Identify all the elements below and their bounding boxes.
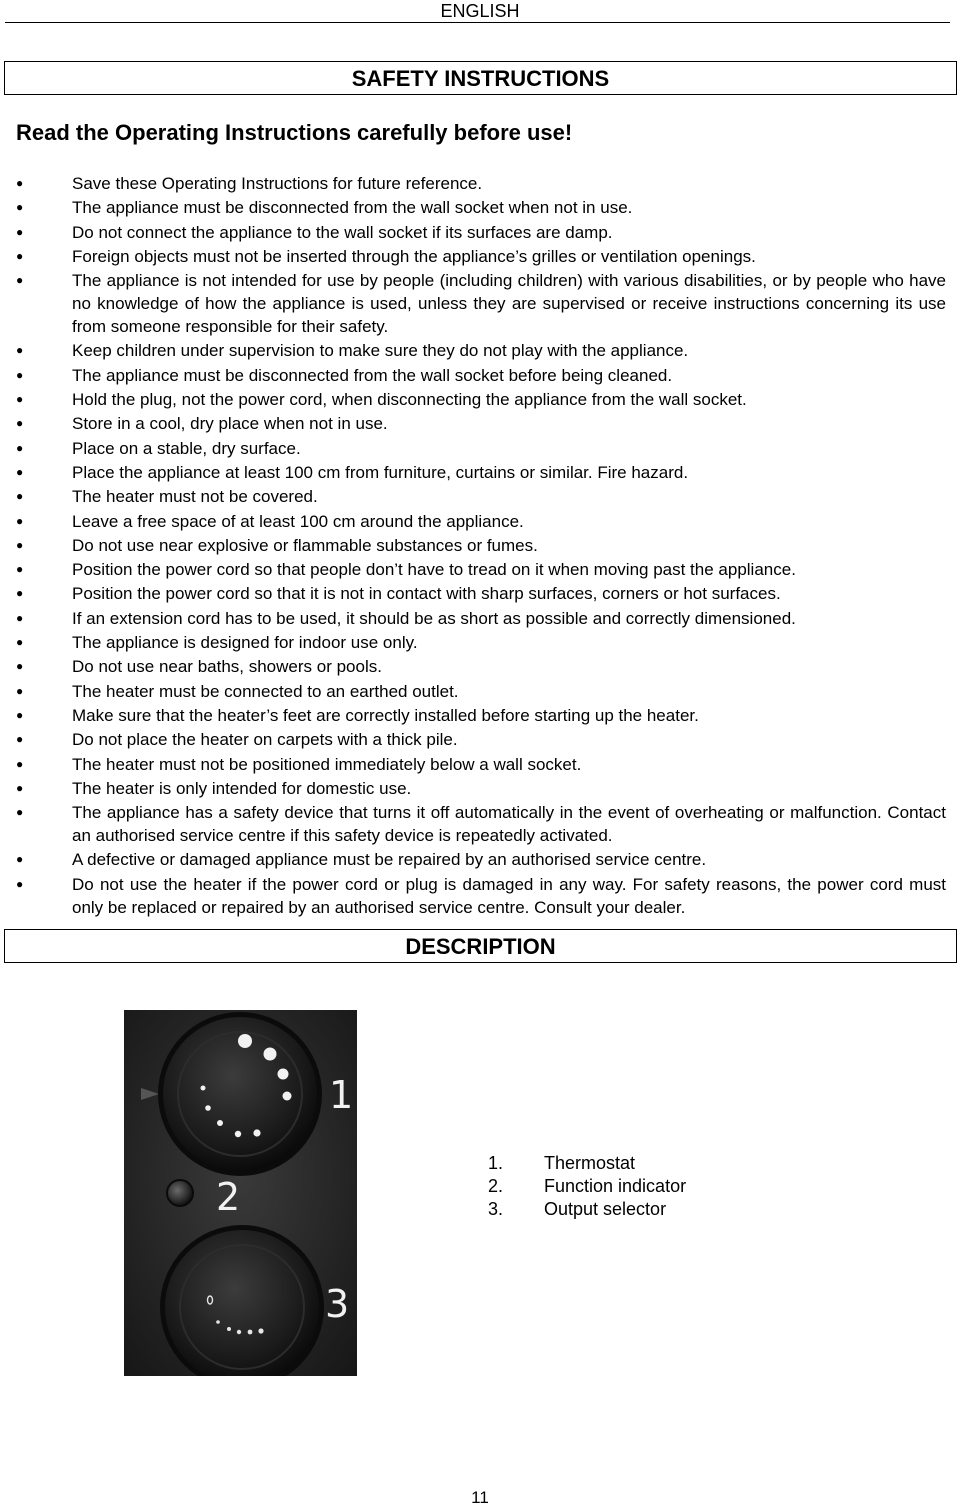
list-item bbox=[0, 607, 960, 630]
list-item-text: The heater must not be positioned immediately below a wall socket. bbox=[72, 754, 582, 774]
bullet-icon: ● bbox=[16, 683, 24, 698]
bullet-icon: ● bbox=[16, 273, 24, 288]
list-item bbox=[0, 704, 960, 727]
list-item-text: Save these Operating Instructions for future reference. bbox=[72, 174, 483, 193]
safety-list bbox=[0, 172, 960, 920]
photo-label-2: 2 bbox=[216, 1175, 241, 1219]
bullet-icon: ● bbox=[16, 416, 24, 431]
bullet-icon: ● bbox=[16, 440, 24, 455]
safety-intro: Read the Operating Instructions carefully before use! bbox=[16, 120, 573, 145]
legend-item bbox=[488, 1198, 686, 1221]
bullet-icon: ● bbox=[16, 224, 24, 239]
list-item bbox=[0, 558, 960, 581]
list-item-text: Foreign objects must not be inserted through the appliance’s grilles or ventilation openings. bbox=[72, 246, 756, 266]
bullet-icon: ● bbox=[16, 659, 24, 674]
list-item bbox=[0, 196, 960, 219]
bullet-icon: ● bbox=[16, 852, 24, 867]
list-item-text: The appliance must be disconnected from the wall socket before being cleaned. bbox=[72, 365, 673, 385]
list-item-text: A defective or damaged appliance must be repaired by an authorised service centre. bbox=[72, 850, 707, 870]
bullet-icon: ● bbox=[16, 805, 24, 820]
list-item-text: Position the power cord so that it is not in contact with sharp surfaces, corners or hot surfaces. bbox=[72, 584, 781, 604]
list-item bbox=[0, 510, 960, 533]
list-item bbox=[0, 680, 960, 703]
bullet-icon: ● bbox=[16, 200, 24, 215]
legend-label: Output selector bbox=[544, 1199, 667, 1219]
bullet-icon: ● bbox=[16, 176, 24, 190]
list-item-text: The appliance has a safety device that turns it off automatically in the event of overheating or malfunction. Contact an authorised service centre if this safety device is repeatedly activated. bbox=[72, 803, 946, 846]
list-item bbox=[0, 655, 960, 678]
legend-number: 1. bbox=[488, 1153, 504, 1173]
photo-label-3: 3 bbox=[325, 1282, 350, 1326]
legend-label: Thermostat bbox=[544, 1153, 636, 1173]
list-item-text: Keep children under supervision to make sure they do not play with the appliance. bbox=[72, 341, 689, 361]
legend-item bbox=[488, 1175, 686, 1198]
list-item-text: Store in a cool, dry place when not in use. bbox=[72, 414, 388, 434]
list-item-text: Do not use the heater if the power cord or plug is damaged in any way. For safety reasons, the power cord must only be replaced or repaired by an authorised service centre. Consult your dealer. bbox=[72, 874, 946, 917]
bullet-icon: ● bbox=[16, 392, 24, 407]
bullet-icon: ● bbox=[16, 513, 24, 528]
list-item-text: Hold the plug, not the power cord, when disconnecting the appliance from the wall socket. bbox=[72, 390, 747, 410]
list-item-text: The appliance is designed for indoor use only. bbox=[72, 633, 418, 653]
list-item bbox=[0, 339, 960, 362]
list-item-text: The appliance must be disconnected from the wall socket when not in use. bbox=[72, 198, 633, 218]
function-indicator-light bbox=[167, 1180, 193, 1206]
bullet-icon: ● bbox=[16, 586, 24, 601]
list-item-text: The heater must be connected to an earthed outlet. bbox=[72, 681, 459, 701]
list-item-text: Do not use near explosive or flammable substances or fumes. bbox=[72, 535, 538, 555]
list-item bbox=[0, 485, 960, 508]
legend-item bbox=[488, 1152, 686, 1175]
legend-label: Function indicator bbox=[544, 1176, 687, 1196]
bullet-icon: ● bbox=[16, 562, 24, 577]
list-item bbox=[0, 728, 960, 751]
list-item bbox=[0, 412, 960, 435]
list-item bbox=[0, 461, 960, 484]
list-item bbox=[0, 388, 960, 411]
list-item bbox=[0, 221, 960, 244]
bullet-icon: ● bbox=[16, 489, 24, 504]
list-item-text: The appliance is not intended for use by people (including children) with various disabilities, or by people who have no knowledge of how the appliance is used, unless they are supervised or receive instructions concerning its use from someone responsible for their safety. bbox=[72, 271, 946, 337]
header-rule bbox=[5, 22, 950, 23]
page-number: 11 bbox=[471, 1488, 489, 1507]
list-item bbox=[0, 269, 960, 338]
list-item-text: Place on a stable, dry surface. bbox=[72, 438, 301, 458]
bullet-icon: ● bbox=[16, 343, 24, 358]
bullet-icon: ● bbox=[16, 248, 24, 263]
list-item bbox=[0, 848, 960, 871]
list-item-text: Make sure that the heater’s feet are correctly installed before starting up the heater. bbox=[72, 705, 699, 725]
thermostat-knob[interactable] bbox=[158, 1012, 322, 1176]
list-item bbox=[0, 631, 960, 654]
list-item-text: Leave a free space of at least 100 cm around the appliance. bbox=[72, 511, 524, 531]
photo-label-1: 1 bbox=[329, 1073, 354, 1117]
bullet-icon: ● bbox=[16, 537, 24, 552]
list-item-text: Place the appliance at least 100 cm from furniture, curtains or similar. Fire hazard. bbox=[72, 462, 689, 482]
list-item bbox=[0, 777, 960, 800]
legend-number: 2. bbox=[488, 1176, 504, 1196]
bullet-icon: ● bbox=[16, 780, 24, 795]
bullet-icon: ● bbox=[16, 756, 24, 771]
list-item-text: Do not use near baths, showers or pools. bbox=[72, 657, 382, 677]
list-item-text: The heater must not be covered. bbox=[72, 487, 318, 507]
bullet-icon: ● bbox=[16, 635, 24, 650]
list-item bbox=[0, 801, 960, 847]
list-item bbox=[0, 582, 960, 605]
list-item-text: Do not place the heater on carpets with a thick pile. bbox=[72, 730, 458, 750]
control-panel-photo bbox=[124, 1010, 357, 1376]
list-item bbox=[0, 245, 960, 268]
list-item bbox=[0, 364, 960, 387]
bullet-icon: ● bbox=[16, 876, 24, 891]
bullet-icon: ● bbox=[16, 367, 24, 382]
list-item-text: The heater is only intended for domestic use. bbox=[72, 778, 412, 798]
description-legend bbox=[488, 1152, 686, 1221]
bullet-icon: ● bbox=[16, 732, 24, 747]
header-language: ENGLISH bbox=[440, 1, 520, 21]
list-item bbox=[0, 534, 960, 557]
legend-number: 3. bbox=[488, 1199, 504, 1219]
list-item bbox=[0, 172, 960, 195]
list-item bbox=[0, 873, 960, 919]
list-item-text: Position the power cord so that people don’t have to tread on it when moving past the appliance. bbox=[72, 560, 796, 580]
bullet-icon: ● bbox=[16, 707, 24, 722]
list-item bbox=[0, 437, 960, 460]
bullet-icon: ● bbox=[16, 610, 24, 625]
list-item-text: If an extension cord has to be used, it should be as short as possible and correctly dimensioned. bbox=[72, 608, 796, 628]
bullet-icon: ● bbox=[16, 464, 24, 479]
description-heading: DESCRIPTION bbox=[4, 929, 957, 963]
list-item-text: Do not connect the appliance to the wall socket if its surfaces are damp. bbox=[72, 222, 613, 242]
list-item bbox=[0, 753, 960, 776]
safety-instructions-heading: SAFETY INSTRUCTIONS bbox=[4, 61, 957, 95]
